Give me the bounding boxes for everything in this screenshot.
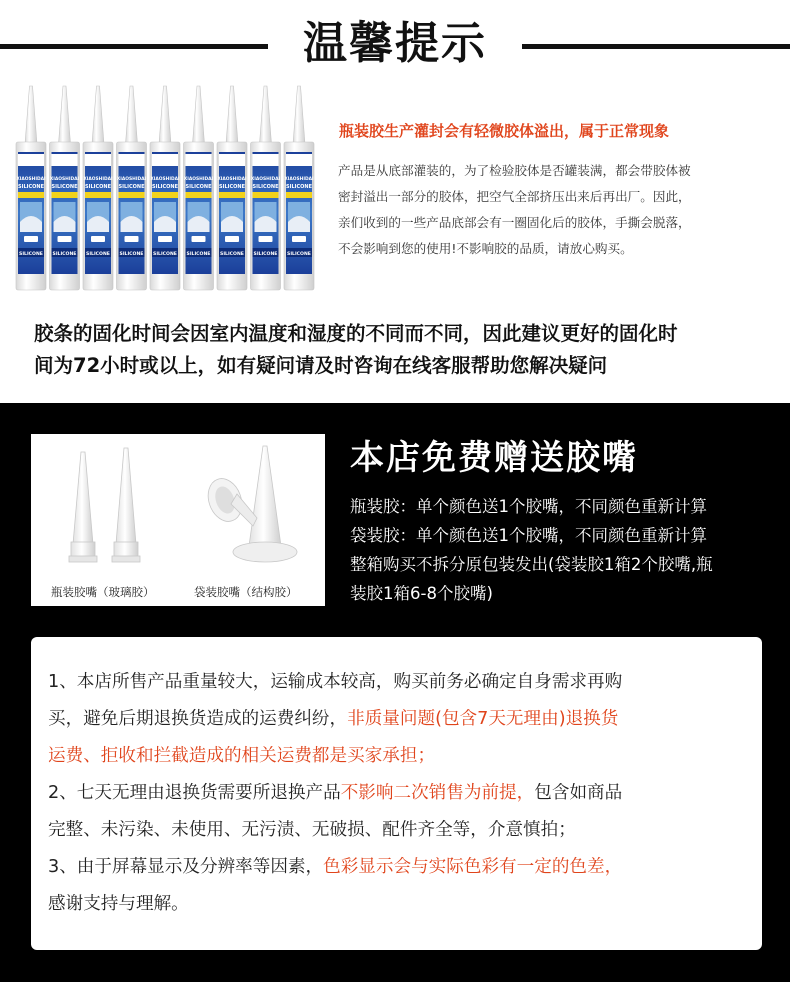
page-title: 温馨提示 (303, 18, 487, 69)
svg-text:SILICONE: SILICONE (153, 252, 177, 257)
cure-note (34, 318, 774, 382)
free-gift-title: 本店免费赠送胶嘴 (350, 438, 638, 478)
svg-text:SILICONE: SILICONE (118, 184, 145, 190)
free-gift-line: 整箱购买不拆分原包装发出(袋装胶1箱2个胶嘴,瓶 (350, 555, 713, 574)
notice-highlight-line: 运费、拒收和拦截造成的相关运费都是买家承担； (48, 746, 436, 766)
svg-text:SILICONE: SILICONE (51, 184, 78, 190)
notice-highlight: 不影响二次销售为前提， (340, 783, 535, 803)
silicone-tube (150, 86, 180, 290)
svg-text:XIAOSHIDAI: XIAOSHIDAI (116, 177, 147, 182)
svg-text:SILICONE: SILICONE (86, 252, 110, 257)
intro-line: 不会影响到您的使用!不影响胶的品质，请放心购买。 (338, 241, 633, 256)
intro-line: 密封溢出一部分的胶体，把空气全部挤压出来后再出厂。因此， (338, 189, 691, 204)
svg-text:SILICONE: SILICONE (252, 184, 279, 190)
svg-text:XIAOSHIDAI: XIAOSHIDAI (284, 177, 314, 182)
svg-text:SILICONE: SILICONE (218, 184, 246, 190)
notice-text-span: 买，避免后期退换货造成的运费纠纷， (48, 709, 348, 729)
notice-text (48, 664, 753, 923)
silicone-tube (284, 86, 314, 290)
svg-text:SILICONE: SILICONE (285, 184, 313, 190)
svg-text:XIAOSHIDAI: XIAOSHIDAI (49, 177, 80, 182)
nozzle-illustration (31, 434, 325, 584)
cure-note-line: 间为72小时或以上，如有疑问请及时咨询在线客服帮助您解决疑问 (34, 354, 608, 377)
svg-text:SILICONE: SILICONE (84, 184, 112, 190)
notice-text-span: 包含如商品 (534, 783, 623, 803)
silicone-tube (83, 86, 113, 290)
svg-text:SILICONE: SILICONE (253, 252, 278, 257)
free-gift-line: 瓶装胶：单个颜色送1个胶嘴，不同颜色重新计算 (350, 497, 707, 516)
notice-text-span: 3、由于屏幕显示及分辨率等因素， (48, 857, 324, 877)
notice-card (31, 637, 762, 950)
svg-text:XIAOSHIDAI: XIAOSHIDAI (217, 177, 247, 182)
notice-highlight: 色彩显示会与实际色彩有一定的色差， (323, 857, 623, 877)
silicone-tube (50, 86, 80, 290)
silicone-tube (184, 86, 214, 290)
notice-line (48, 701, 753, 738)
silicone-tubes-image (14, 82, 326, 292)
svg-text:SILICONE: SILICONE (119, 252, 144, 257)
svg-text:SILICONE: SILICONE (19, 252, 43, 257)
cure-note-line: 胶条的固化时间会因室内温度和湿度的不同而不同，因此建议更好的固化时 (34, 322, 678, 345)
bottle-nozzle-1 (69, 452, 97, 562)
svg-text:XIAOSHIDAI: XIAOSHIDAI (150, 177, 180, 182)
free-gift-line: 袋装胶：单个颜色送1个胶嘴，不同颜色重新计算 (350, 526, 707, 545)
notice-text-span: 2、七天无理由退换货需要所退换产品 (48, 783, 341, 803)
svg-text:SILICONE: SILICONE (287, 252, 311, 257)
svg-text:SILICONE: SILICONE (186, 252, 211, 257)
silicone-tube (251, 86, 281, 290)
intro-headline: 瓶装胶生产灌封会有轻微胶体溢出，属于正常现象 (339, 122, 670, 140)
caption-bottle-nozzle: 瓶装胶嘴（玻璃胶） (51, 585, 155, 599)
svg-text:XIAOSHIDAI: XIAOSHIDAI (83, 177, 113, 182)
caption-bag-nozzle: 袋装胶嘴（结构胶） (194, 585, 298, 599)
notice-line (48, 775, 753, 812)
silicone-tube (117, 86, 147, 290)
nozzle-image-card (31, 434, 325, 606)
free-gift-line: 装胶1箱6-8个胶嘴) (350, 584, 493, 603)
silicone-tube (217, 86, 247, 290)
svg-text:SILICONE: SILICONE (220, 252, 244, 257)
intro-line: 亲们收到的一些产品底部会有一圈固化后的胶体，手撕会脱落， (338, 215, 691, 230)
svg-text:XIAOSHIDAI: XIAOSHIDAI (250, 177, 281, 182)
notice-line: 感谢支持与理解。 (48, 894, 189, 914)
notice-line: 1、本店所售产品重量较大，运输成本较高，购买前务必确定自身需求再购 (48, 672, 623, 692)
bottle-nozzle-2 (112, 448, 140, 562)
notice-line (48, 849, 753, 886)
svg-text:SILICONE: SILICONE (185, 184, 212, 190)
svg-text:SILICONE: SILICONE (151, 184, 179, 190)
intro-paragraph (338, 158, 784, 262)
bag-nozzle (202, 446, 297, 562)
svg-text:SILICONE: SILICONE (52, 252, 77, 257)
silicone-tube (16, 86, 46, 290)
notice-highlight: 非质量问题(包含7天无理由)退换货 (347, 709, 619, 729)
notice-line: 完整、未污染、未使用、无污渍、无破损、配件齐全等，介意慎拍； (48, 820, 576, 840)
svg-text:XIAOSHIDAI: XIAOSHIDAI (183, 177, 214, 182)
svg-text:SILICONE: SILICONE (17, 184, 45, 190)
intro-line: 产品是从底部灌装的，为了检验胶体是否罐装满，都会带胶体被 (338, 163, 691, 178)
svg-text:XIAOSHIDAI: XIAOSHIDAI (16, 177, 46, 182)
